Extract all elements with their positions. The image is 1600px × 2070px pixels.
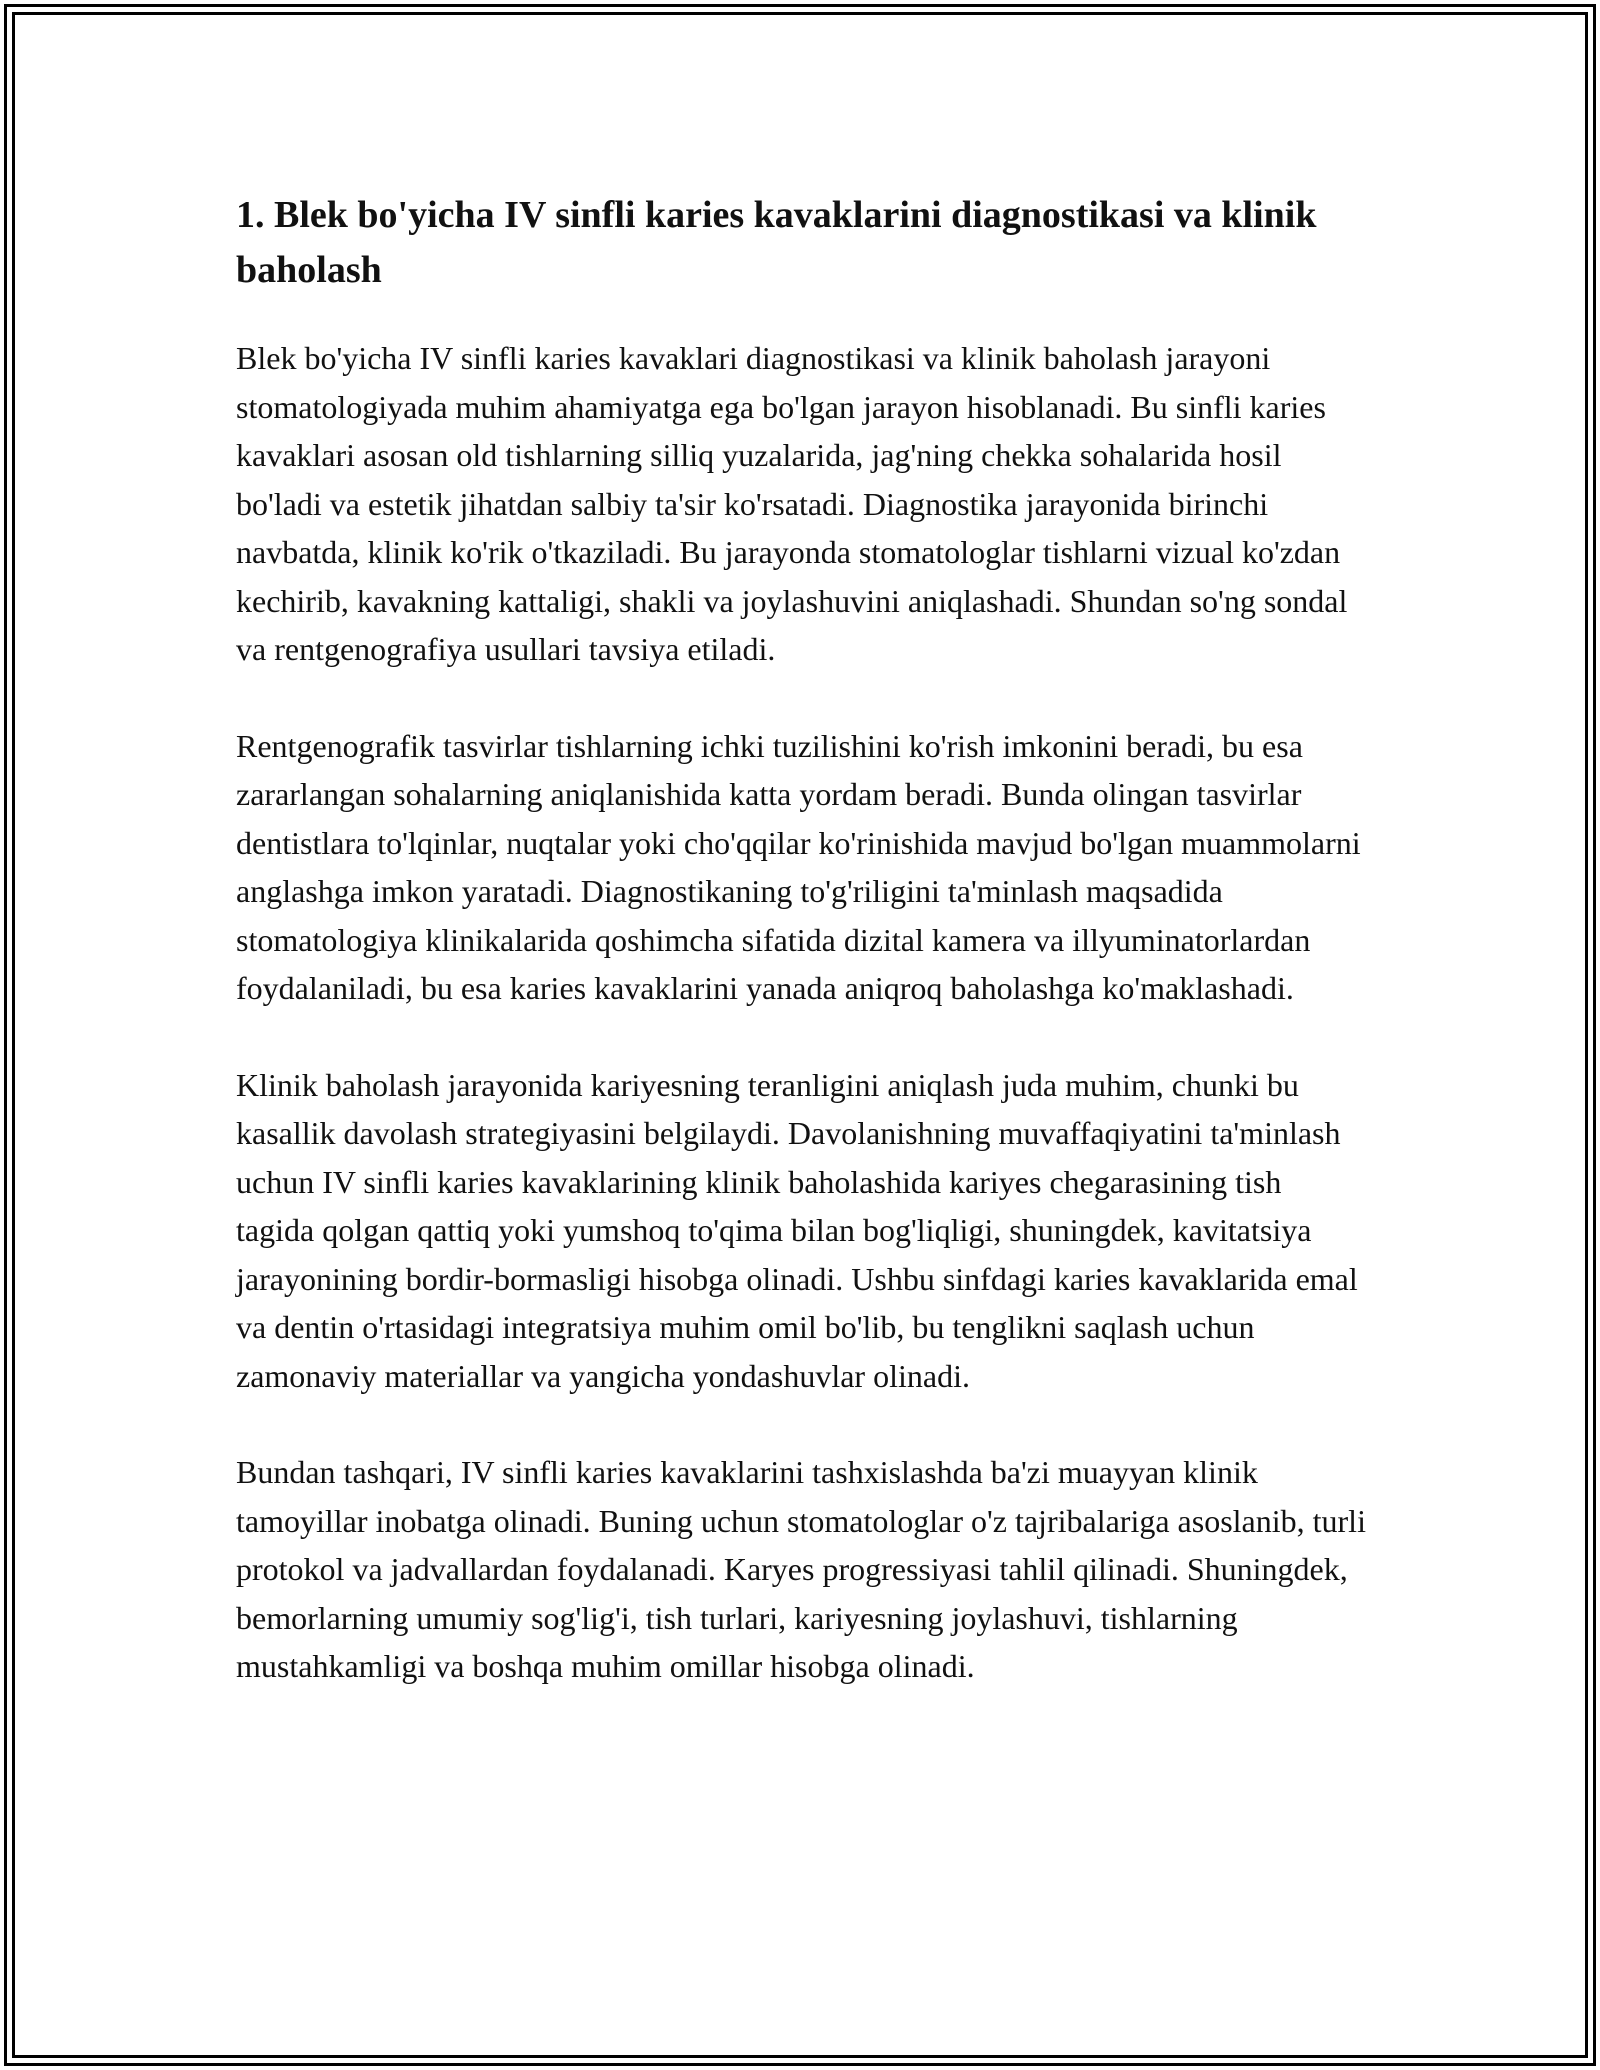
- paragraph-4: Bundan tashqari, IV sinfli karies kavaklarini tashxislashda ba'zi muayyan klinik tamoyillar inobatga olinadi. Buning uchun stomatologlar o'z tajribalariga asoslanib, turli protokol va jadvallardan foydalanadi. Karyes progressiyasi tahlil qilinadi. Shuningdek, bemorlarning umumiy sog'lig'i, tish turlari, kariyesning joylashuvi, tishlarning mustahkamligi va boshqa muhim omillar hisobga olinadi.: [236, 1454, 1366, 1684]
- paragraph-3: Klinik baholash jarayonida kariyesning teranligini aniqlash juda muhim, chunki bu kasallik davolash strategiyasini belgilaydi. Davolanishning muvaffaqiyatini ta'minlash uchun IV sinfli karies kavaklarining klinik baholashida kariyes chegarasining tish tagida qolgan qattiq yoki yumshoq to'qima bilan bog'liqligi, shuningdek, kavitatsiya jarayonining bordir-bormasligi hisobga olinadi. Ushbu sinfdagi karies kavaklarida emal va dentin o'rtasidagi integratsiya muhim omil bo'lib, bu tenglikni saqlash uchun zamonaviy materiallar va yangicha yondashuvlar olinadi.: [236, 1066, 1358, 1394]
- paragraph-1: Blek bo'yicha IV sinfli karies kavaklari diagnostikasi va klinik baholash jarayoni stomatologiyada muhim ahamiyatga ega bo'lgan jarayon hisoblanadi. Bu sinfli karies kavaklari asosan old tishlarning silliq yuzalarida, jag'ning chekka sohalarida hosil bo'ladi va estetik jihatdan salbiy ta'sir ko'rsatadi. Diagnostika jarayonida birinchi navbatda, klinik ko'rik o'tkaziladi. Bu jarayonda stomatologlar tishlarni vizual ko'zdan kechirib, kavakning kattaligi, shakli va joylashuvini aniqlashadi. Shundan so'ng sondal va rentgenografiya usullari tavsiya etiladi.: [236, 340, 1348, 667]
- paragraph-2: Rentgenografik tasvirlar tishlarning ichki tuzilishini ko'rish imkonini beradi, bu esa zararlangan sohalarning aniqlanishida katta yordam beradi. Bunda olingan tasvirlar dentistlara to'lqinlar, nuqtalar yoki cho'qqilar ko'rinishida mavjud bo'lgan muammolarni anglashga imkon yaratadi. Diagnostikaning to'g'riligini ta'minlash maqsadida stomatologiya klinikalarida qoshimcha sifatida dizital kamera va illyuminatorlardan foydalaniladi, bu esa karies kavaklarini yanada aniqroq baholashga ko'maklashadi.: [236, 727, 1361, 1006]
- document-body: [236, 188, 1366, 1739]
- section-title: 1. Blek bo'yicha IV sinfli karies kavaklarini diagnostikasi va klinik baholash: [236, 194, 1317, 291]
